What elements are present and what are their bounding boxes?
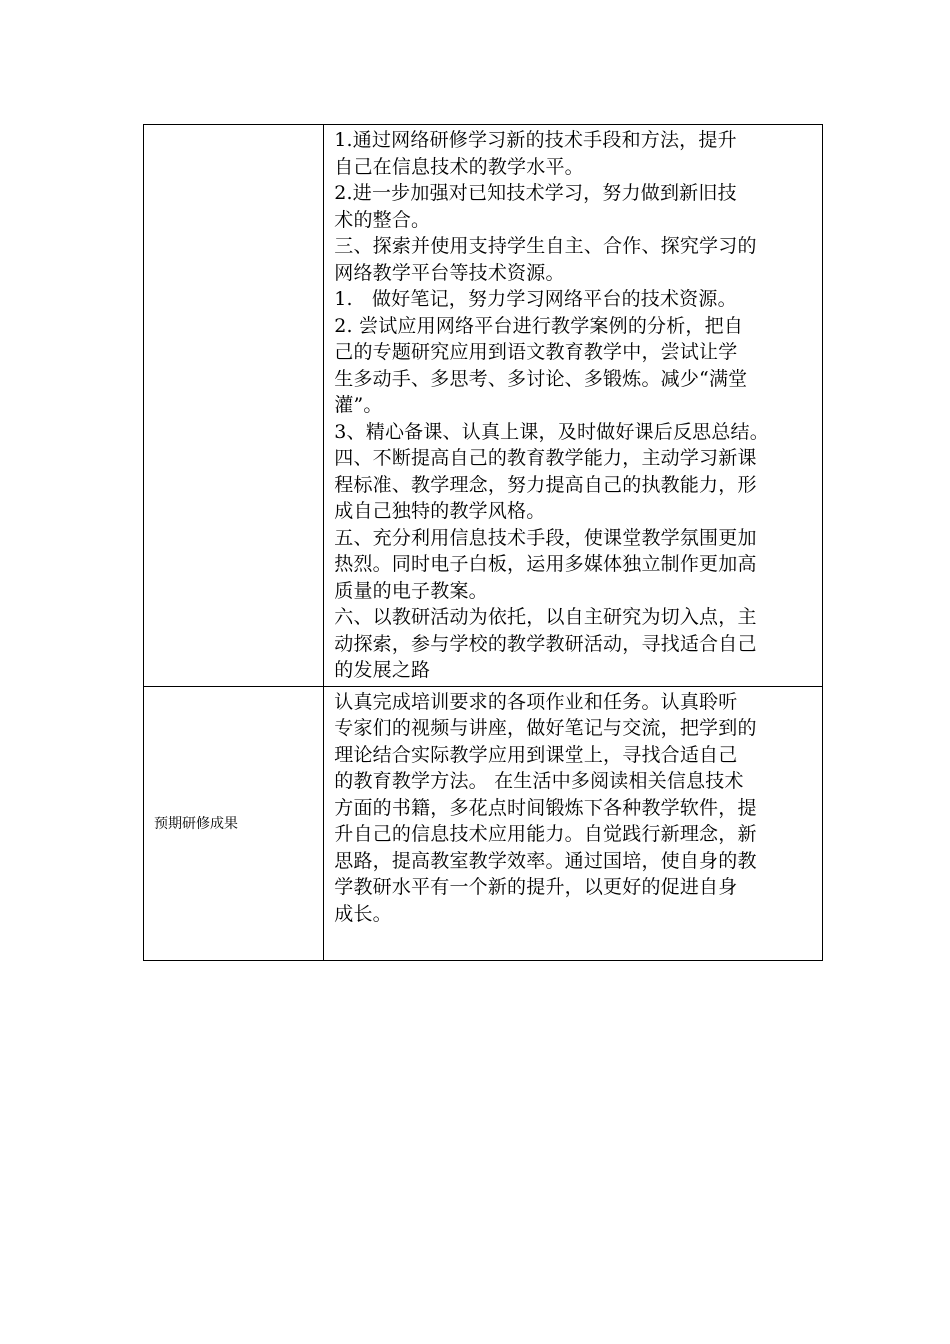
text-line: 六、以教研活动为依托，以自主研究为切入点，主 [334,606,757,628]
text-line: 方面的书籍，多花点时间锻炼下各种教学软件，提 [334,796,757,819]
text-line: 动探索，参与学校的教学教研活动，寻找适合自己 [334,632,757,655]
text-line: 四、不断提高自己的教育教学能力，主动学习新课 [334,447,757,469]
text-line: 热烈。同时电子白板，运用多媒体独立制作更加高 [334,553,757,575]
measures-content-cell [324,125,823,687]
text-line: 灌”。 [334,394,383,416]
table-row-expected-outcomes [144,686,823,960]
research-plan-table [143,124,823,961]
text-line: 己的专题研究应用到语文教育教学中，尝试让学 [334,341,738,363]
text-line: 质量的电子教案。 [334,579,488,602]
row-label-cell [144,125,324,687]
text-line: 理论结合实际教学应用到课堂上，寻找合适自己 [334,743,738,766]
text-line: 升自己的信息技术应用能力。自觉践行新理念，新 [334,823,757,845]
text-line: 2. 尝试应用网络平台进行教学案例的分析，把自 [334,314,744,337]
text-line: 术的整合。 [334,208,431,231]
row-label-expected-outcomes: 预期研修成果 [154,816,238,832]
outcomes-content-cell [324,686,823,960]
text-line: 1.通过网络研修学习新的技术手段和方法，提升 [334,129,737,151]
text-line: 成自己独特的教学风格。 [334,500,546,522]
row-label-cell [144,686,324,960]
text-line: 3、精心备课、认真上课，及时做好课后反思总结。 [334,420,769,443]
text-line: 专家们的视频与讲座，做好笔记与交流，把学到的 [334,717,757,739]
text-line: 认真完成培训要求的各项作业和任务。认真聆听 [334,690,738,713]
text-line: 思路，提高教室教学效率。通过国培，使自身的教 [334,849,757,872]
text-line: 的发展之路 [334,659,431,681]
text-line: 生多动手、多思考、多讨论、多锻炼。减少“满堂 [334,367,748,390]
table-row-measures [144,125,823,687]
text-line: 1. 做好笔记，努力学习网络平台的技术资源。 [334,288,737,310]
text-line: 的教育教学方法。 在生活中多阅读相关信息技术 [334,770,744,792]
text-line: 程标准、教学理念，努力提高自己的执教能力，形 [334,473,757,496]
text-line: 三、探索并使用支持学生自主、合作、探究学习的 [334,235,757,257]
text-line: 网络教学平台等技术资源。 [334,261,565,284]
text-line: 自己在信息技术的教学水平。 [334,155,584,178]
text-line: 成长。 [334,902,392,925]
text-line: 2.进一步加强对已知技术学习，努力做到新旧技 [334,182,737,204]
text-line: 五、充分利用信息技术手段，使课堂教学氛围更加 [334,526,757,549]
text-line: 学教研水平有一个新的提升，以更好的促进自身 [334,876,738,898]
